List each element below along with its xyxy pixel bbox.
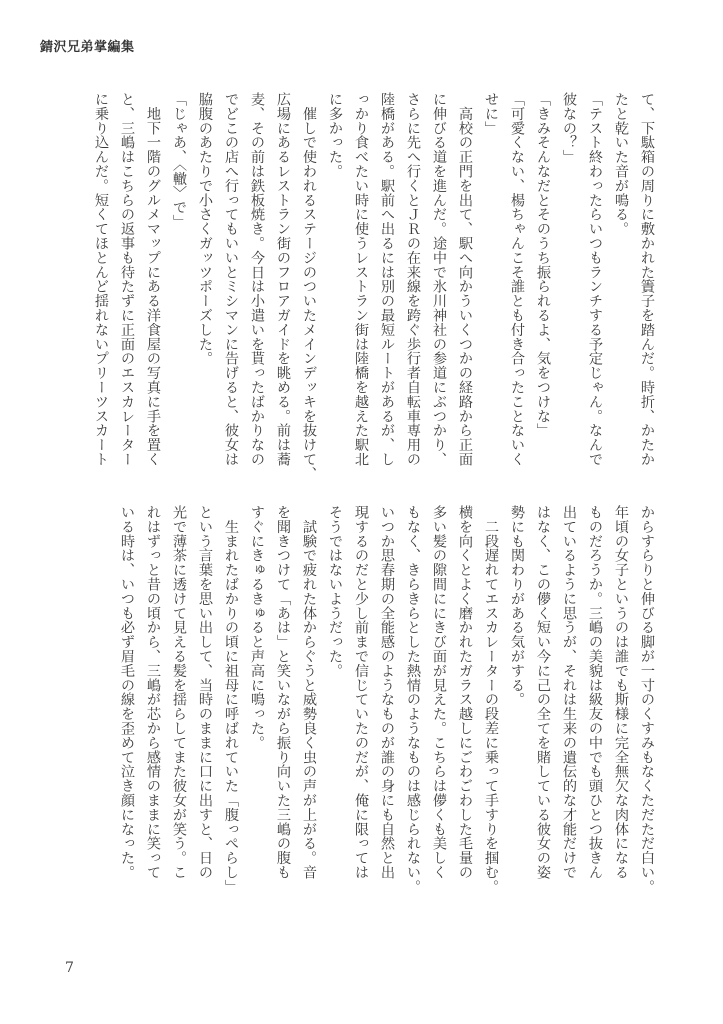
text-column: 地下一階のグルメマップにある洋食屋の写真に手を置く [145, 92, 161, 467]
text-column: という言葉を思い出して、当時のままに口に出すと、日の [197, 505, 213, 880]
text-column: 脇腹のあたりで小さくガッツポーズした。 [197, 92, 213, 366]
text-column: ものだろうか。三嶋の美貌は級友の中でも頭ひとつ抜きん [587, 505, 603, 880]
text-column: 二段遅れてエスカレーターの段差に乗って手すりを掴む。 [483, 505, 499, 894]
text-column: 生まれたばかりの頃に祖母に呼ばれていた「腹っぺらし」 [223, 505, 239, 894]
text-column: せに」 [483, 92, 499, 136]
text-column: 勢にも関わりがある気がする。 [509, 505, 525, 707]
text-column: 年頃の女子というのは誰でも斯様に完全無欠な肉体になる [613, 505, 629, 880]
running-header: 錆沢兄弟掌編集 [40, 40, 135, 55]
text-column: 催しで使われるステージのついたメインデッキを抜けて、 [301, 92, 317, 481]
text-column: 横を向くとよく磨かれたガラス越しにごわごわした毛量の [457, 505, 473, 880]
text-column: 麦、その前は鉄板焼き。今日は小遣いを貰ったばかりなの [249, 92, 265, 467]
text-column: に伸びる道を進んだ。途中で氷川神社の参道にぶつかり、 [431, 92, 447, 467]
text-column: 光で薄茶に透けて見える髪を揺らしてまた彼女が笑う。こ [171, 505, 187, 880]
text-column: に乗り込んだ。短くてほとんど揺れないプリーツスカート [93, 92, 109, 467]
page-number: 7 [65, 960, 74, 976]
text-column: と、三嶋はこちらの返事も待たずに正面のエスカレーター [119, 92, 135, 467]
text-column: そうではないようだった。 [327, 505, 343, 678]
text-column: いつか思春期の全能感のようなものが誰の身にも自然と出 [379, 505, 395, 880]
text-column: すぐにきゅるきゅると声高に鳴った。 [249, 505, 265, 750]
text-column: さらに先へ行くとＪＲの在来線を跨ぐ歩行者自転車専用の [405, 92, 421, 467]
text-column: はなく、この儚く短い今に己の全てを賭している彼女の姿 [535, 505, 551, 880]
text-column: 陸橋がある。駅前へ出るには別の最短ルートがあるが、し [379, 92, 395, 467]
text-column: でどこの店へ行ってもいいとミシマンに告げると、彼女は [223, 92, 239, 467]
text-column: もなく、きらきらとした熱情のようなものは感じられない。 [405, 505, 421, 894]
text-column: からすらりと伸びる脚が一寸のくすみもなくただただ白い。 [639, 505, 655, 894]
text-column: 「可愛くない、楊ちゃんこそ誰とも付き合ったことないく [509, 92, 525, 467]
text-column: たと乾いた音が鳴る。 [613, 92, 629, 236]
text-column: 出ているように思うが、それは生来の遺伝的な才能だけで [561, 505, 577, 880]
text-column: 「テスト終わったらいつもランチする予定じゃん。なんで [587, 92, 603, 467]
text-column: 高校の正門を出て、駅へ向かういくつかの経路から正面 [457, 92, 473, 467]
text-column: いる時は、いつも必ず眉毛の線を歪めて泣き顔になった。 [119, 505, 135, 880]
text-column: 試験で疲れた体からぐうと威勢良く虫の声が上がる。音 [301, 505, 317, 880]
text-block-lower [114, 505, 660, 935]
text-column: を聞きつけて「あは」と笑いながら振り向いた三嶋の腹も [275, 505, 291, 880]
text-column: に多かった。 [327, 92, 343, 179]
text-column: 広場にあるレストラン街のフロアガイドを眺める。前は蕎 [275, 92, 291, 467]
text-column: 多い髪の隙間ににきび面が見えた。こちらは儚くも美しく [431, 505, 447, 880]
text-column: っかり食べたい時に使うレストラン街は陸橋を越えた駅北 [353, 92, 369, 467]
text-column: 彼なの？」 [561, 92, 577, 164]
text-column: て、下駄箱の周りに敷かれた簀子を踏んだ。時折、かたか [639, 92, 655, 467]
text-column: 現するのだと少し前まで信じていたのだが、俺に限っては [353, 505, 369, 880]
text-column: 「きみそんなだとそのうち振られるよ、気をつけな」 [535, 92, 551, 438]
text-column: 「じゃあ、〈轍〉で」 [171, 92, 187, 229]
text-block-upper [88, 92, 660, 487]
text-column: れはずっと昔の頃から、三嶋が芯から感情のままに笑って [145, 505, 161, 880]
